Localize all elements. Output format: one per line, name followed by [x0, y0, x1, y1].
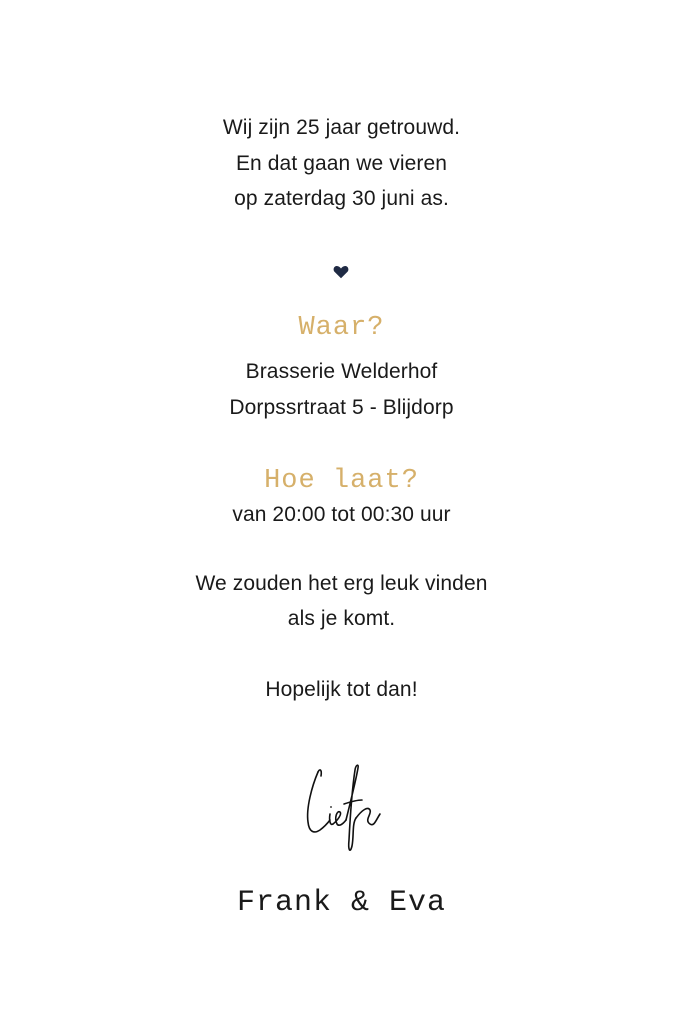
sender-names: Frank & Eva	[236, 886, 447, 920]
heart-icon	[333, 265, 349, 279]
time-heading: Hoe laat?	[264, 466, 419, 496]
intro-line-2: En dat gaan we vieren	[235, 152, 448, 175]
intro-line-1: Wij zijn 25 jaar getrouwd.	[222, 116, 461, 139]
time-range: van 20:00 tot 00:30 uur	[232, 503, 451, 526]
closing-text: Hopelijk tot dan!	[265, 678, 418, 701]
intro-line-3: op zaterdag 30 juni as.	[234, 187, 449, 210]
location-heading: Waar?	[298, 313, 385, 343]
venue-address: Dorpssrtraat 5 - Blijdorp	[229, 396, 454, 419]
liefs-signature	[300, 760, 386, 860]
venue-name: Brasserie Welderhof	[245, 360, 438, 383]
message-line-2: als je komt.	[287, 607, 396, 630]
message-line-1: We zouden het erg leuk vinden	[195, 572, 488, 595]
